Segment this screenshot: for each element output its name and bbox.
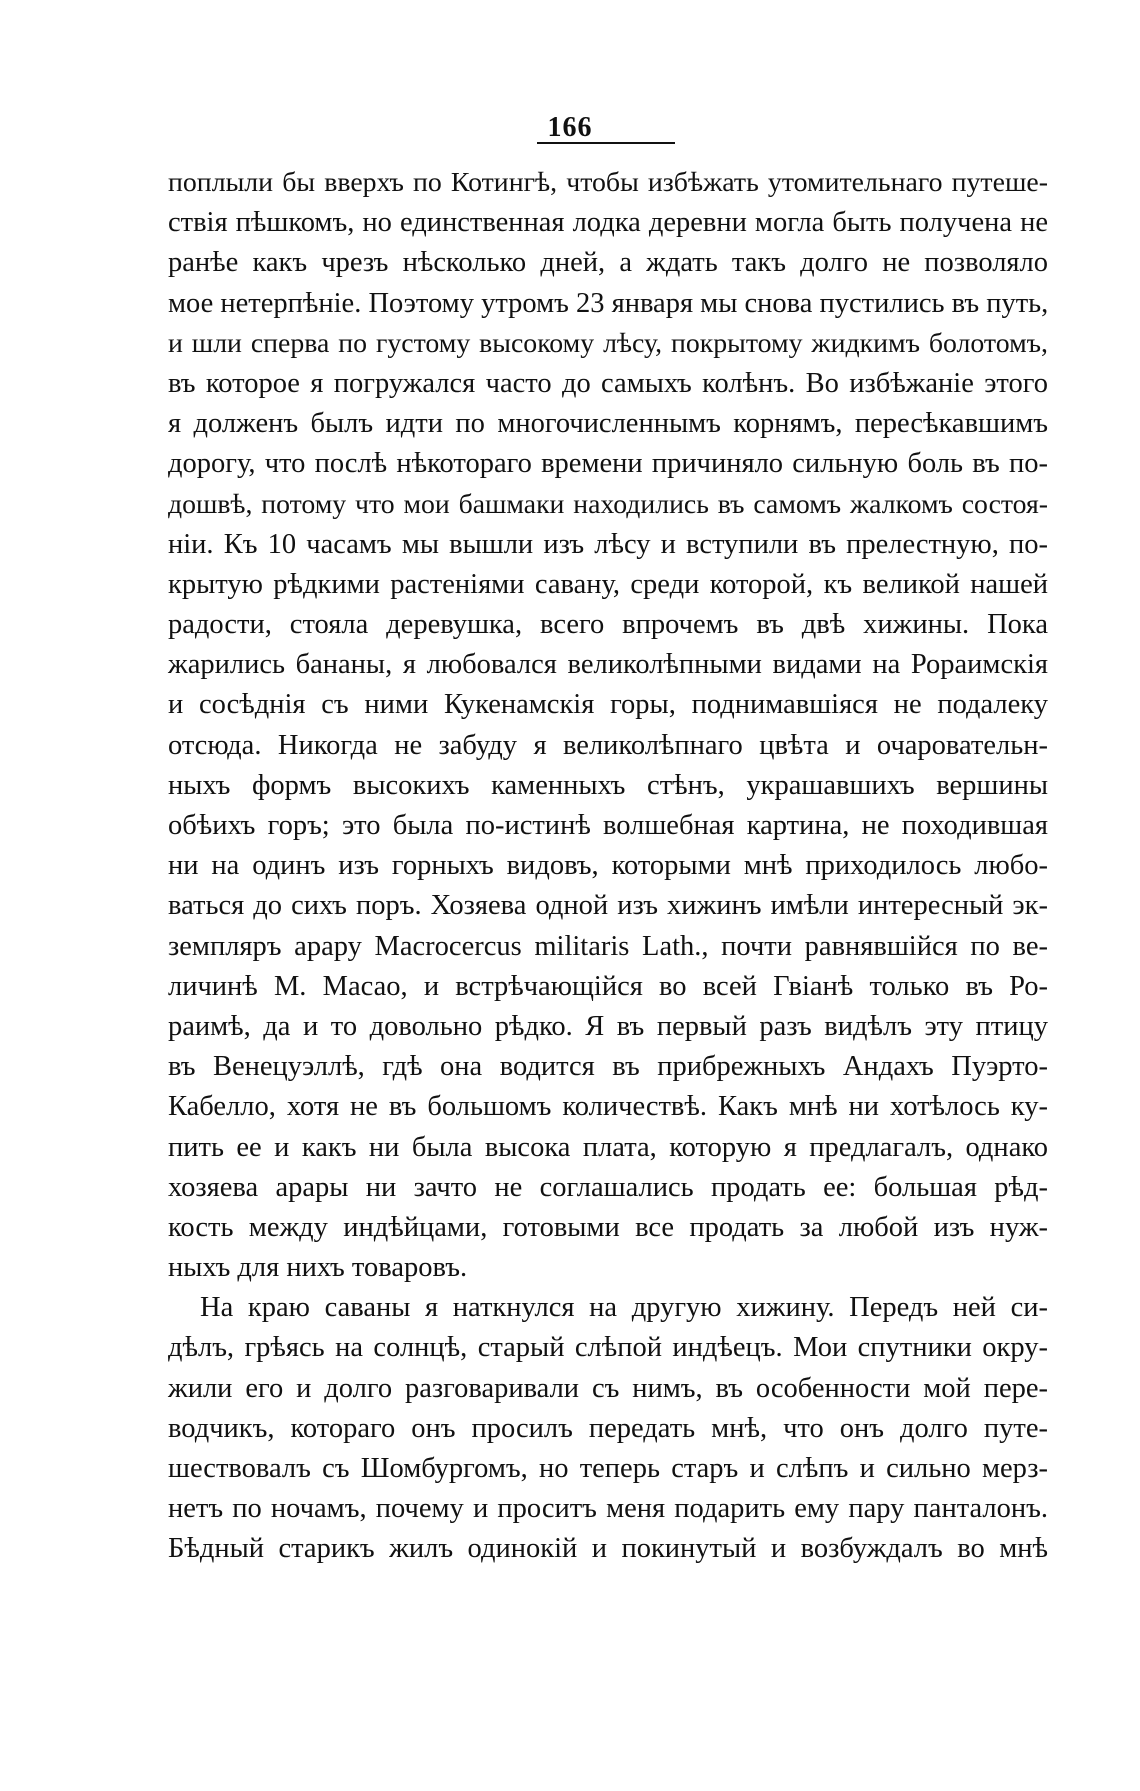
text-line: Кабелло, хотя не въ большомъ количествѣ. Какъ мнѣ ни хотѣлось ку- (168, 1091, 1048, 1123)
text-line: ствія пѣшкомъ, но единственная лодка деревни могла быть получена не (168, 207, 1048, 239)
text-line: въ Венецуэллѣ, гдѣ она водится въ прибрежныхъ Андахъ Пуэрто- (168, 1051, 1048, 1083)
text-line: крытую рѣдкими растеніями савану, среди которой, къ великой нашей (168, 568, 1048, 600)
text-line: поплыли бы вверхъ по Котингѣ, чтобы избѣжать утомительнаго путеше- (168, 167, 1048, 198)
text-line: водчикъ, котораго онъ просилъ передать мнѣ, что онъ долго путе- (168, 1412, 1048, 1444)
body-text (168, 163, 1048, 1570)
text-line: земпляръ арару Macrocercus militaris Lath., почти равнявшійся по ве- (168, 930, 1048, 962)
text-line: ваться до сихъ поръ. Хозяева одной изъ хижинъ имѣли интересный эк- (168, 890, 1048, 922)
page-number: 166 (547, 112, 593, 143)
text-line: хозяева арары ни зачто не соглашались продать ее: большая рѣд- (168, 1171, 1048, 1203)
text-line: шествовалъ съ Шомбургомъ, но теперь старъ и слѣпъ и сильно мерз- (168, 1453, 1048, 1484)
paragraph-end-line: ныхъ для нихъ товаровъ. (168, 1252, 468, 1284)
paragraph-start-line: На краю саваны я наткнулся на другую хижину. Передъ ней си- (200, 1292, 1048, 1324)
text-line: нетъ по ночамъ, почему и проситъ меня подарить ему пару панталонъ. (168, 1493, 1048, 1525)
text-line: ныхъ формъ высокихъ каменныхъ стѣнъ, украшавшихъ вершины (168, 769, 1048, 801)
text-line: отсюда. Никогда не забуду я великолѣпнаго цвѣта и очаровательн- (168, 729, 1048, 761)
text-line: и сосѣднія съ ними Кукенамскія горы, поднимавшіяся не подалеку (168, 689, 1048, 721)
text-line: мое нетерпѣніе. Поэтому утромъ 23 января мы снова пустились въ путь, (168, 287, 1049, 319)
text-line: жарились бананы, я любовался великолѣпными видами на Рораимскія (168, 649, 1048, 681)
header-rule (537, 142, 675, 144)
text-line: ранѣе какъ чрезъ нѣсколько дней, а ждать такъ долго не позволяло (168, 247, 1048, 279)
text-line: дошвѣ, потому что мои башмаки находились въ самомъ жалкомъ состоя- (168, 488, 1048, 520)
text-line: кость между индѣйцами, готовыми все продать за любой изъ нуж- (168, 1211, 1048, 1243)
text-line: въ которое я погружался часто до самыхъ колѣнъ. Во избѣжаніе этого (168, 367, 1048, 399)
text-line: жили его и долго разговаривали съ нимъ, въ особенности мой пере- (168, 1372, 1048, 1404)
text-line: я долженъ былъ идти по многочисленнымъ корнямъ, пересѣкавшимъ (168, 408, 1048, 440)
text-line: раимѣ, да и то довольно рѣдко. Я въ первый разъ видѣлъ эту птицу (168, 1010, 1048, 1042)
text-line: обѣихъ горъ; это была по-истинѣ волшебная картина, не походившая (168, 810, 1048, 841)
text-line: ніи. Къ 10 часамъ мы вышли изъ лѣсу и вступили въ прелестную, по- (168, 528, 1048, 560)
text-line: дорогу, что послѣ нѣкотораго времени причиняло сильную боль въ по- (168, 448, 1048, 480)
text-line: дѣлъ, грѣясь на солнцѣ, старый слѣпой индѣецъ. Мои спутники окру- (168, 1332, 1048, 1364)
text-line: Бѣдный старикъ жилъ одинокій и покинутый и возбуждалъ во мнѣ (168, 1533, 1048, 1565)
text-line: радости, стояла деревушка, всего впрочемъ въ двѣ хижины. Пока (168, 609, 1048, 641)
text-line: ни на одинъ изъ горныхъ видовъ, которыми мнѣ приходилось любо- (168, 850, 1048, 882)
text-line: личинѣ М. Масао, и встрѣчающійся во всей Гвіанѣ только въ Ро- (168, 970, 1048, 1002)
text-line: пить ее и какъ ни была высока плата, которую я предлагалъ, однако (168, 1131, 1048, 1163)
text-line: и шли сперва по густому высокому лѣсу, покрытому жидкимъ болотомъ, (168, 327, 1048, 359)
